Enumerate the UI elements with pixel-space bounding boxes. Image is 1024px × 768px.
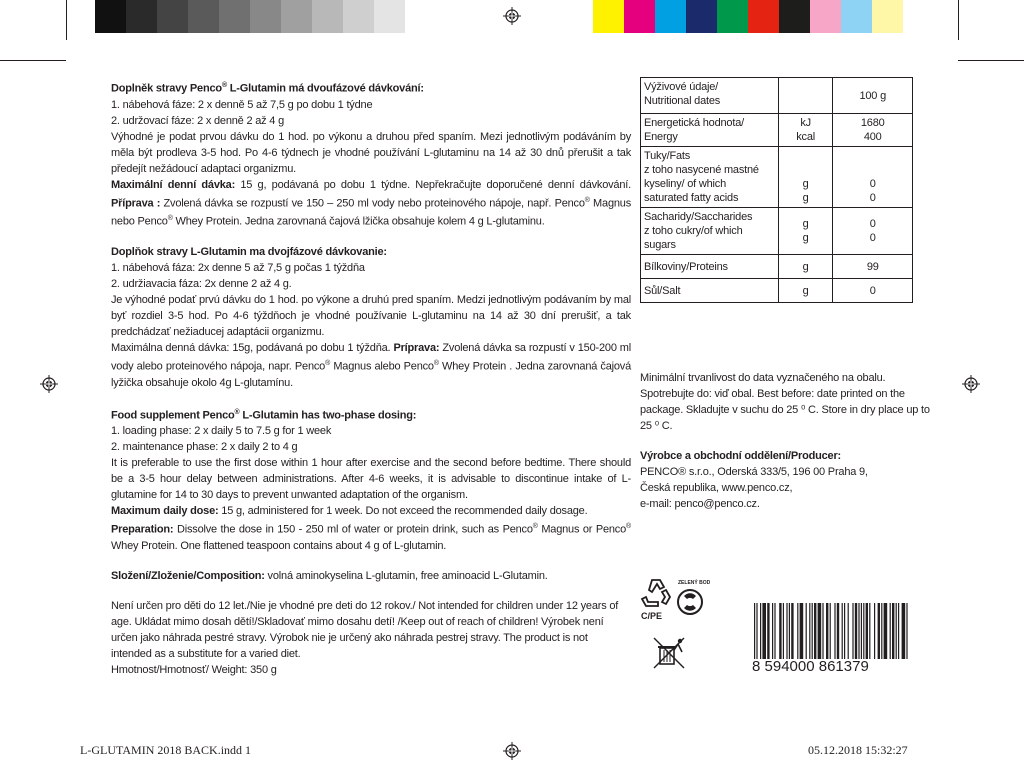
barcode-bar: [818, 603, 822, 659]
registration-mark-icon: [503, 742, 521, 760]
table-row: Tuky/Fats z toho nasycené mastné kyseliny/ of which saturated fatty acids g g 0 0: [641, 147, 913, 208]
barcode-bar: [906, 603, 907, 659]
en-phase-2: 2. maintenance phase: 2 x daily 2 to 4 g: [111, 441, 298, 454]
registration-mark-icon: [40, 375, 58, 393]
color-swatch: [95, 0, 126, 33]
recycling-symbols: [638, 576, 718, 691]
gray-color-bar: [95, 0, 405, 33]
barcode-bar: [806, 603, 807, 659]
green-dot-label: ZELENÝ BOD: [678, 580, 711, 586]
barcode-bar: [779, 603, 781, 659]
barcode-bar: [809, 603, 810, 659]
trim-mark: [66, 0, 67, 40]
color-swatch: [593, 0, 624, 33]
color-swatch: [686, 0, 717, 33]
barcode-bar: [884, 603, 888, 659]
color-swatch: [157, 0, 188, 33]
table-row: Sacharidy/Saccharides z toho cukry/of which sugars g g 0 0: [641, 208, 913, 255]
sk-phase-2: 2. udržiavacia fáza: 2x denne 2 až 4 g.: [111, 277, 292, 290]
trim-mark: [0, 60, 66, 61]
barcode-bar: [863, 603, 864, 659]
warnings: Není určen pro děti do 12 let./Nie je vhodné pre deti do 12 rokov./ Not intended for children under 12 years of age. Ukládat mimo dosah dětí!/Skladovať mimo dosahu detí! /Keep out of reach of children! Výrobek není určen jako náhrada pestré stravy. Výrobok nie je určený ako náhrada pestrej stravy. The product is not intended as a substitute for a varied diet.: [111, 599, 619, 660]
barcode-bar: [844, 603, 845, 659]
storage-producer-column: [640, 370, 930, 512]
color-swatch: [250, 0, 281, 33]
barcode-bar: [842, 603, 843, 659]
barcode-bar: [830, 603, 831, 659]
color-swatch: [374, 0, 405, 33]
barcode-bar: [812, 603, 813, 659]
barcode-bar: [837, 603, 839, 659]
barcode-bar: [852, 603, 853, 659]
barcode-bar: [814, 603, 816, 659]
color-swatch: [655, 0, 686, 33]
trash-bin-icon: [654, 638, 684, 668]
table-row: Bílkoviny/Proteins g 99: [641, 255, 913, 279]
color-swatch: [312, 0, 343, 33]
color-swatch: [624, 0, 655, 33]
barcode-bar: [861, 603, 862, 659]
barcode-bar: [878, 603, 880, 659]
barcode-bar: [855, 603, 857, 659]
barcode-bar: [789, 603, 790, 659]
barcode-bar: [797, 603, 798, 659]
barcode-bar: [791, 603, 793, 659]
barcode-bar: [869, 603, 870, 659]
registration-mark-icon: [962, 375, 980, 393]
net-weight: Hmotnost/Hmotnosť/ Weight: 350 g: [111, 663, 277, 676]
green-dot-icon: [678, 579, 711, 614]
color-swatch: [779, 0, 810, 33]
nutrition-table: [640, 77, 913, 303]
color-swatch: [343, 0, 374, 33]
barcode-bar: [767, 603, 769, 659]
trim-mark: [958, 0, 959, 40]
barcode-bar: [902, 603, 906, 659]
barcode-bar: [774, 603, 775, 659]
color-swatch: [748, 0, 779, 33]
sk-dosing-title: Doplňok stravy L-Glutamin ma dvojfázové dávkovanie:: [111, 245, 387, 258]
process-color-bar: [593, 0, 903, 33]
sk-paragraph: Je výhodné podať prvú dávku do 1 hod. po výkone a druhú pred spaním. Medzi jednotlivým podávaním by mal byť rozdiel 3-5 hod. Po 4-6 týždňoch je vhodné používanie L-glutaminu na 14 až 30 dní prerušiť, a tak predchádzať nežiaducej adaptácii organizmu. Maximálna denná dávka: 15g, podávaná po dobu 1 týždňa. Príprava: Zvolená dávka sa rozpustí v 150-200 ml vody alebo proteinového nápoja, napr. Penco® Magnus alebo Penco® Whey Protein . Jedna zarovnaná čajová lyžička obsahuje okolo 4g L-glutamínu.: [111, 293, 631, 389]
color-swatch: [872, 0, 903, 33]
producer-label: Výrobce a obchodní oddělení/Producer:: [640, 450, 842, 462]
registration-mark-icon: [503, 7, 521, 25]
color-swatch: [810, 0, 841, 33]
en-paragraph: It is preferable to use the first dose within 1 hour after exercise and the second before bedtime. There should be a 3-5 hour delay between administrations. After 4-6 weeks, it is advisable to discontinue intake of L-glutamine for 14 to 30 days to prevent unwanted adaptation of the organism. Maximum daily dose: 15 g, administered for 1 week. Do not exceed the recommended daily dosage. Preparation: Dissolve the dose in 150 - 250 ml of water or protein drink, such as Penco® Magnus or Penco® Whey Protein. One flattened teaspoon contains about 4 g of L-glutamin.: [111, 457, 631, 552]
barcode-bar: [896, 603, 897, 659]
recycle-code: C/PE: [641, 611, 663, 621]
barcode-bar: [786, 603, 787, 659]
cz-phase-2: 2. udržovací fáze: 2 x denně 2 až 4 g: [111, 114, 284, 127]
barcode-bar: [834, 603, 835, 659]
cz-paragraph: Výhodné je podat prvou dávku do 1 hod. po výkonu a druhou před spaním. Mezi jednotlivým podáváním by měla být prodleva 3-5 hod. Po 4-6 týdnech je vhodné používání L-glutaminu na 14 až 30 dnů přerušit a tak předejít nežádoucí adaptaci organizmu. Maximální denní dávka: 15 g, podávaná po dobu 1 týdne. Nepřekračujte doporučené denní dávkování. Příprava : Zvolená dávka se rozpustí ve 150 – 250 ml vody nebo proteinového nápoje, např. Penco® Magnus nebo Penco® Whey Protein. Jedna zarovnaná čajová lžička obsahuje kolem 4 g L-glutaminu.: [111, 130, 631, 228]
barcode-bar: [762, 603, 766, 659]
barcode-bar: [890, 603, 891, 659]
en-dosing-title: Food supplement Penco® L-Glutamin has two-phase dosing:: [111, 408, 417, 422]
color-swatch: [188, 0, 219, 33]
cz-dosing-title: Doplněk stravy Penco® L-Glutamin má dvoufázové dávkování:: [111, 82, 424, 95]
barcode-bar: [756, 603, 757, 659]
color-swatch: [126, 0, 157, 33]
producer-country: Česká republika, www.penco.cz,: [640, 482, 793, 494]
color-swatch: [717, 0, 748, 33]
trim-mark: [958, 60, 1024, 61]
label-text-column: [111, 78, 631, 678]
barcode-bar: [892, 603, 894, 659]
barcode-bar: [772, 603, 773, 659]
producer-email: e-mail: penco@penco.cz.: [640, 498, 760, 510]
barcode-bar: [783, 603, 784, 659]
producer-address: PENCO® s.r.o., Oderská 333/5, 196 00 Praha 9,: [640, 466, 868, 478]
barcode-bar: [760, 603, 761, 659]
barcode-bar: [754, 603, 755, 659]
table-row: Sůl/Salt g 0: [641, 279, 913, 303]
color-swatch: [281, 0, 312, 33]
barcode-bar: [874, 603, 875, 659]
barcode-digits: 8 594000 861379: [752, 658, 869, 675]
barcode-bar: [848, 603, 849, 659]
color-swatch: [219, 0, 250, 33]
table-row: Výživové údaje/ Nutritional dates 100 g: [641, 78, 913, 114]
storage-info: Minimální trvanlivost do data vyznačeného na obalu. Spotrebujte do: viď obal. Best before: date printed on the package. Skladujte v suchu do 25 ⁰ C. Store in dry place up to 25 ⁰ C.: [640, 372, 930, 432]
composition: Složení/Zloženie/Composition: volná aminokyselina L-glutamin, free aminoacid L-Glutamin.: [111, 569, 548, 582]
cz-phase-1: 1. nábehová fáze: 2 x denně 5 až 7,5 g po dobu 1 týdne: [111, 98, 373, 111]
en-phase-1: 1. loading phase: 2 x daily 5 to 7.5 g for 1 week: [111, 425, 332, 438]
timestamp: 05.12.2018 15:32:27: [808, 743, 908, 757]
barcode-bar: [822, 603, 823, 659]
barcode-bar: [826, 603, 828, 659]
barcode-bar: [866, 603, 868, 659]
barcode-bar: [898, 603, 899, 659]
color-swatch: [841, 0, 872, 33]
table-row: Energetická hodnota/ Energy kJ kcal 1680 400: [641, 114, 913, 147]
barcode-bar: [800, 603, 804, 659]
file-name: L-GLUTAMIN 2018 BACK.indd 1: [80, 743, 252, 757]
barcode-bar: [858, 603, 859, 659]
recycle-icon: [641, 580, 670, 621]
sk-phase-1: 1. nábehová fáza: 2x denne 5 až 7,5 g počas 1 týždňa: [111, 261, 365, 274]
barcode-bar: [881, 603, 882, 659]
